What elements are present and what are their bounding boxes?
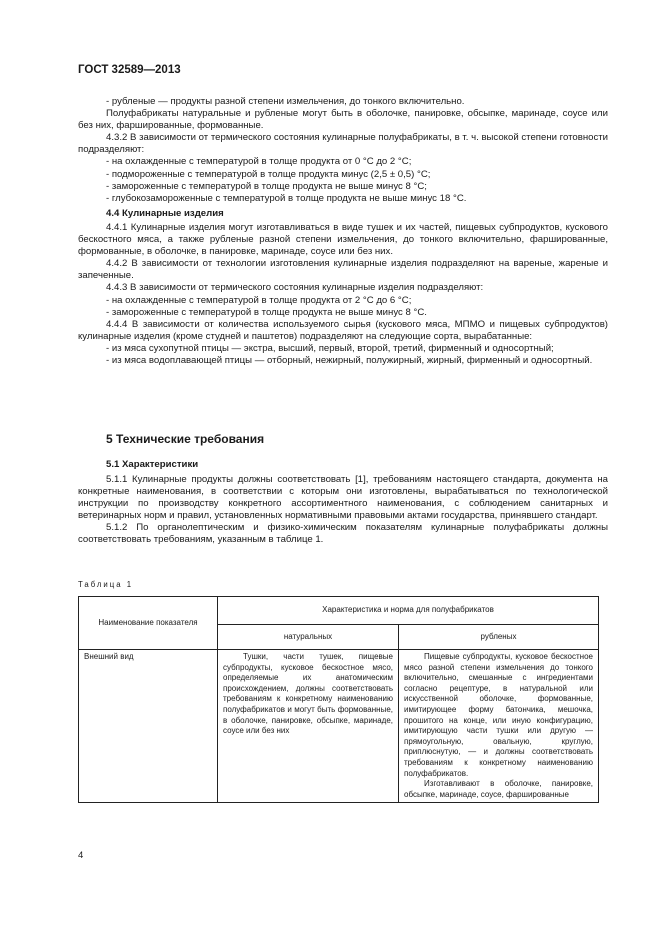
paragraph: 4.4.1 Кулинарные изделия могут изготавливаться в виде тушек и их частей, пищевых субпродуктов, кускового бескостного мяса, а также рубленые разной степени измельчения, до тонкого включительно, фаршированные, формованные, в оболочке, в панировке, маринаде, соусе или без них. bbox=[78, 221, 608, 258]
row-name: Внешний вид bbox=[79, 650, 218, 803]
paragraph: - на охлажденные с температурой в толще продукта от 2 °C до 6 °C; bbox=[106, 294, 412, 306]
paragraph: - из мяса водоплавающей птицы — отборный, нежирный, полужирный, жирный, фирменный и односортный. bbox=[106, 354, 593, 366]
document-header: ГОСТ 32589—2013 bbox=[78, 64, 181, 76]
section-4-3-paragraphs bbox=[78, 96, 608, 205]
paragraph: 5.1.1 Кулинарные продукты должны соответствовать [1], требованиям настоящего стандарта, документа на конкретные наименования, в соответствии с которым они изготовлены, вырабатываться по технологической инструкции по производству конкретного ассортиментного наименования, с соблюдением санитарных и ветеринарных норм и правил, установленных нормативными правовыми актами государства, принявшего стандарт. bbox=[78, 474, 608, 522]
heading-5-1: 5.1 Характеристики bbox=[106, 459, 199, 470]
table-row bbox=[79, 650, 599, 803]
row-minced-2: Изготавливают в оболочке, панировке, обсыпке, маринаде, соусе, фаршированные bbox=[404, 779, 593, 799]
paragraph: 5.1.2 По органолептическим и физико-химическим показателям кулинарные полуфабрикаты должны соответствовать требованиям, указанным в таблице 1. bbox=[78, 522, 608, 546]
paragraph: - глубокозамороженные с температурой в толще продукта не выше минус 18 °C. bbox=[106, 192, 467, 204]
paragraph: - замороженные с температурой в толще продукта не выше минус 8 °C; bbox=[106, 180, 427, 192]
paragraph: - подмороженные с температурой в толще продукта минус (2,5 ± 0,5) °C; bbox=[106, 168, 431, 180]
row-minced-1: Пищевые субпродукты, кусковое бескостное мясо разной степени измельчения до тонкого включительно, смешанные с ингредиентами согласно рецептуре, в натуральной или искусственной оболочке, формованные, имитирующее форму батончика, мешочка, прошитого на конце, или иную конфигурацию, имитирующую части тушки или другую — прямоугольную, овальную, круглую, приплюснутую, — и должны соответствовать требованиям к конкретному наименованию полуфабрикатов. bbox=[404, 652, 593, 778]
section-4-4-paragraphs bbox=[78, 222, 608, 367]
section-5-text bbox=[78, 474, 608, 547]
table-caption: Таблица 1 bbox=[78, 580, 134, 589]
heading-4-4: 4.4 Кулинарные изделия bbox=[106, 207, 224, 219]
paragraph: - замороженные с температурой в толще продукта не выше минус 8 °C. bbox=[106, 306, 427, 318]
col-header-natural: натуральных bbox=[218, 624, 399, 649]
section-5-1-paragraphs bbox=[78, 474, 608, 547]
paragraph: Полуфабрикаты натуральные и рубленые могут быть в оболочке, панировке, обсыпке, маринаде, соусе или без них, фаршированные, формованные. bbox=[78, 108, 608, 132]
col-header-group: Характеристика и норма для полуфабрикатов bbox=[218, 597, 599, 625]
row-natural: Тушки, части тушек, пищевые субпродукты, кусковое бескостное мясо, определяемые их анатомическим происхождением, должны соответствовать требованиям к конкретному наименованию полуфабрикатов и могут быть формованные, в оболочке, панировке, обсыпке, маринаде, соусе или без них bbox=[223, 652, 393, 736]
col-header-minced: рубленых bbox=[399, 624, 599, 649]
heading-5: 5 Технические требования bbox=[106, 432, 265, 446]
table-1 bbox=[78, 596, 599, 803]
paragraph: 4.4.2 В зависимости от технологии изготовления кулинарные изделия подразделяют на вареные, жареные и запеченные. bbox=[78, 258, 608, 282]
paragraph: 4.4.3 В зависимости от термического состояния кулинарные изделия подразделяют: bbox=[106, 282, 484, 294]
page-number: 4 bbox=[78, 850, 84, 861]
col-header-name: Наименование показателя bbox=[79, 597, 218, 650]
section-4-text bbox=[78, 96, 608, 367]
paragraph: - рубленые — продукты разной степени измельчения, до тонкого включительно. bbox=[106, 96, 465, 107]
paragraph: 4.4.4 В зависимости от количества используемого сырья (кускового мяса, МПМО и пищевых субпродуктов) кулинарные изделия (кроме студней и паштетов) подразделяют на следующие сорта, вырабатанные: bbox=[78, 318, 608, 342]
paragraph: - на охлажденные с температурой в толще продукта от 0 °C до 2 °C; bbox=[106, 156, 412, 168]
paragraph: 4.3.2 В зависимости от термического состояния кулинарные полуфабрикаты, в т. ч. высокой степени готовности подразделяют: bbox=[78, 132, 608, 156]
paragraph: - из мяса сухопутной птицы — экстра, высший, первый, второй, третий, фирменный и односортный; bbox=[106, 342, 554, 354]
